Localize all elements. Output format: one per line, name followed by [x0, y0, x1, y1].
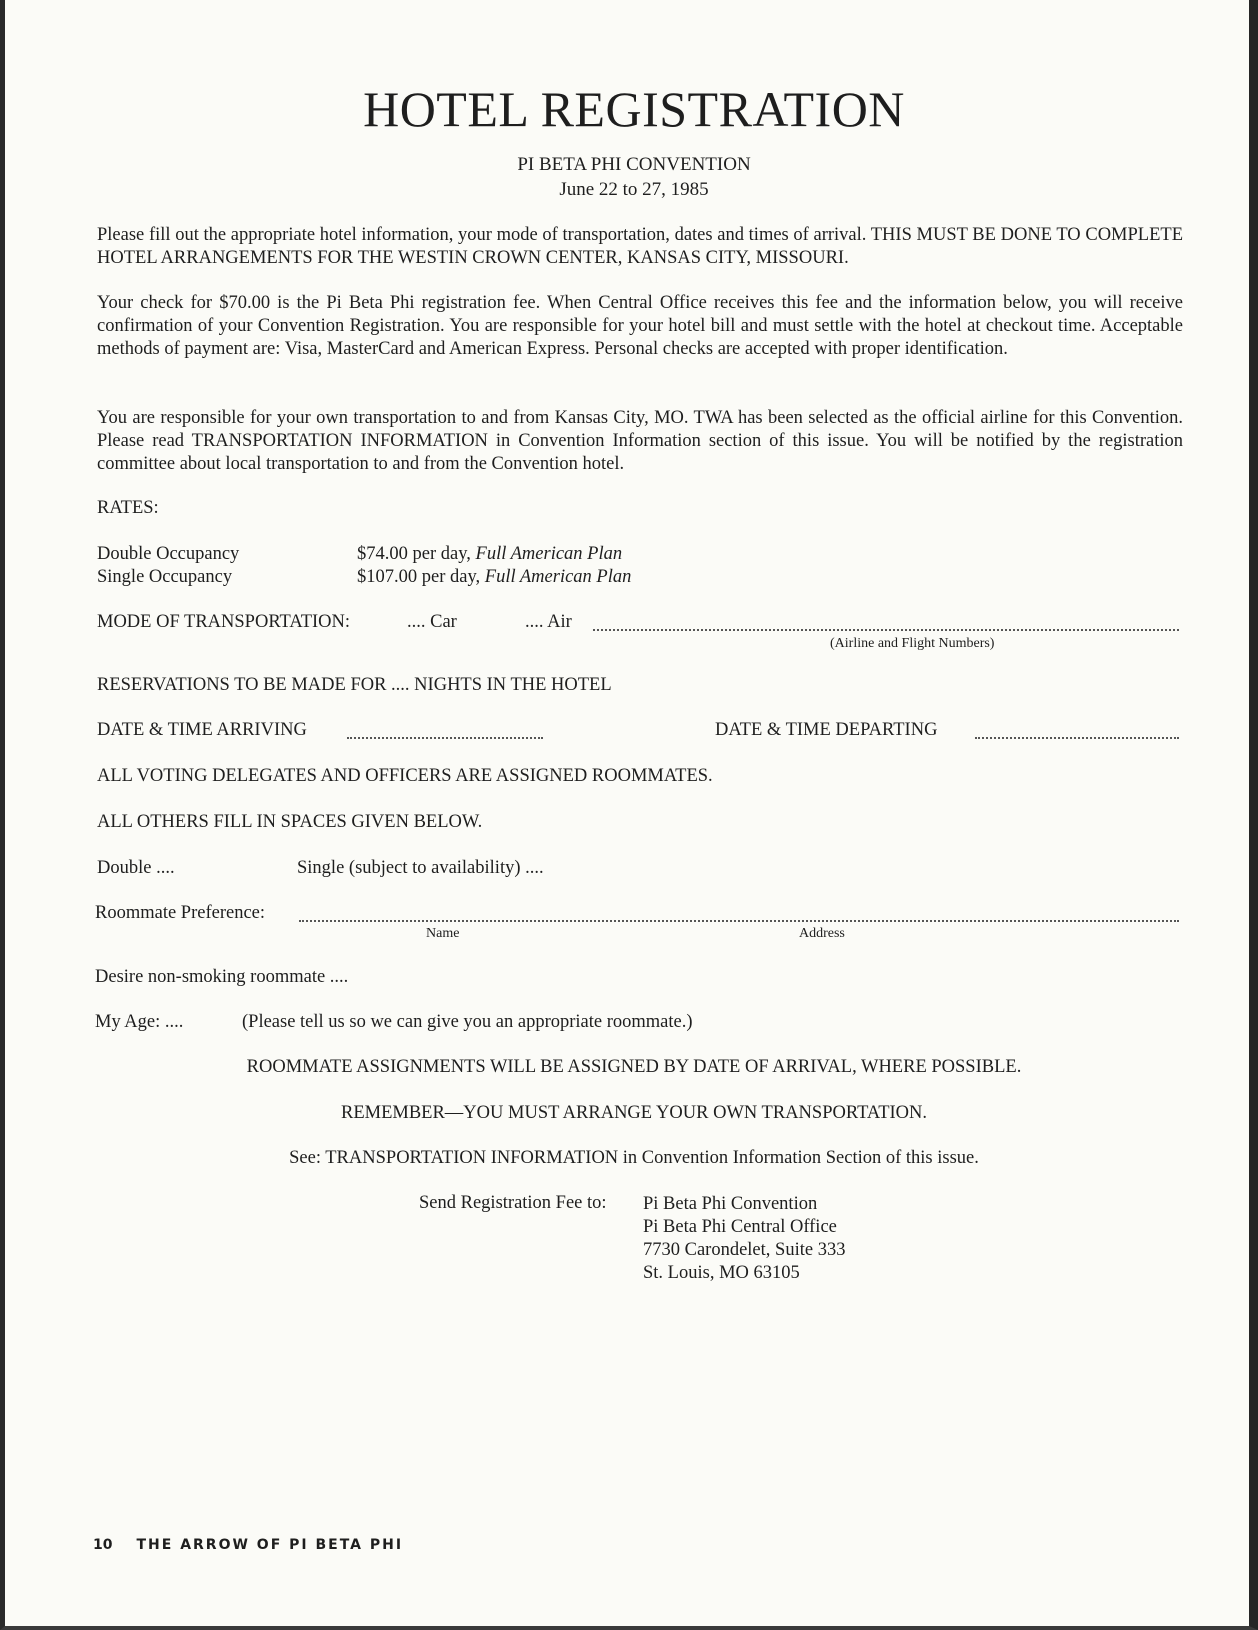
address-line-4: St. Louis, MO 63105	[643, 1263, 800, 1283]
airline-flight-field[interactable]	[593, 629, 1179, 631]
age-field[interactable]: My Age: ....	[95, 1012, 184, 1032]
fee-paragraph: Your check for $70.00 is the Pi Beta Phi registration fee. When Central Office receives this fee and the information below, you will receive confirmation of your Convention Registration. You are responsible for your hotel bill and must settle with the hotel at checkout time. Acceptable methods of payment are: Visa, MasterCard and American Express. Personal checks are accepted with proper identification.	[97, 293, 1183, 359]
rates-label: RATES:	[97, 498, 159, 518]
double-rate-price: $74.00 per day,	[357, 544, 471, 564]
single-rate-price: $107.00 per day,	[357, 567, 481, 587]
single-option[interactable]: Single (subject to availability) ....	[297, 858, 544, 878]
double-occupancy-rate	[357, 544, 622, 565]
single-rate-plan: Full American Plan	[484, 567, 632, 587]
others-note: ALL OTHERS FILL IN SPACES GIVEN BELOW.	[97, 812, 483, 832]
departure-label: DATE & TIME DEPARTING	[715, 720, 938, 740]
address-line-1: Pi Beta Phi Convention	[643, 1194, 818, 1214]
intro-paragraph: Please fill out the appropriate hotel information, your mode of transportation, dates and times of arrival. THIS MUST BE DONE TO COMPLETE HOTEL ARRANGEMENTS FOR THE WESTIN CROWN CENTER, KANSAS CITY, MISSOURI.	[97, 225, 1183, 268]
roommate-name-hint: Name	[426, 926, 460, 941]
roommate-address-hint: Address	[799, 926, 845, 941]
transportation-mode-label: MODE OF TRANSPORTATION:	[97, 612, 351, 632]
transportation-reminder: REMEMBER—YOU MUST ARRANGE YOUR OWN TRANSPORTATION.	[340, 1103, 928, 1123]
mailing-address	[643, 1193, 845, 1285]
send-fee-label: Send Registration Fee to:	[419, 1193, 607, 1213]
see-transportation-info: See: TRANSPORTATION INFORMATION in Convention Information Section of this issue.	[289, 1148, 979, 1168]
convention-name: PI BETA PHI CONVENTION	[517, 154, 751, 175]
roommate-preference-label: Roommate Preference:	[95, 903, 266, 923]
convention-dates: June 22 to 27, 1985	[559, 179, 709, 200]
transportation-paragraph: You are responsible for your own transportation to and from Kansas City, MO. TWA has been selected as the official airline for this Convention. Please read TRANSPORTATION INFORMATION in Convention Information section of this issue. You will be notified by the registration committee about local transportation to and from the Convention hotel.	[97, 408, 1183, 474]
reservations-line: RESERVATIONS TO BE MADE FOR .... NIGHTS IN THE HOTEL	[97, 675, 612, 695]
publication-name: THE ARROW OF PI BETA PHI	[136, 1537, 404, 1553]
car-option[interactable]: .... Car	[407, 612, 457, 632]
single-occupancy-rate	[357, 567, 631, 588]
departure-field[interactable]	[975, 737, 1179, 739]
age-note: (Please tell us so we can give you an appropriate roommate.)	[242, 1012, 693, 1032]
air-option[interactable]: .... Air	[525, 612, 572, 632]
non-smoking-option[interactable]: Desire non-smoking roommate ....	[95, 967, 349, 987]
address-line-3: 7730 Carondelet, Suite 333	[643, 1240, 846, 1260]
roommate-assignment-note: ROOMMATE ASSIGNMENTS WILL BE ASSIGNED BY DATE OF ARRIVAL, WHERE POSSIBLE.	[246, 1057, 1022, 1077]
voting-delegates-note: ALL VOTING DELEGATES AND OFFICERS ARE ASSIGNED ROOMMATES.	[97, 766, 713, 786]
airline-flight-hint: (Airline and Flight Numbers)	[830, 636, 995, 651]
single-occupancy-label: Single Occupancy	[97, 567, 233, 587]
double-rate-plan: Full American Plan	[475, 544, 623, 564]
page-number: 10	[93, 1537, 113, 1553]
double-occupancy-label: Double Occupancy	[97, 544, 240, 564]
page-footer	[93, 1537, 403, 1553]
roommate-preference-field[interactable]	[299, 920, 1179, 922]
arrival-field[interactable]	[347, 737, 543, 739]
address-line-2: Pi Beta Phi Central Office	[643, 1217, 837, 1237]
double-option[interactable]: Double ....	[97, 858, 175, 878]
arrival-label: DATE & TIME ARRIVING	[97, 720, 307, 740]
page-title: HOTEL REGISTRATION	[363, 81, 905, 137]
